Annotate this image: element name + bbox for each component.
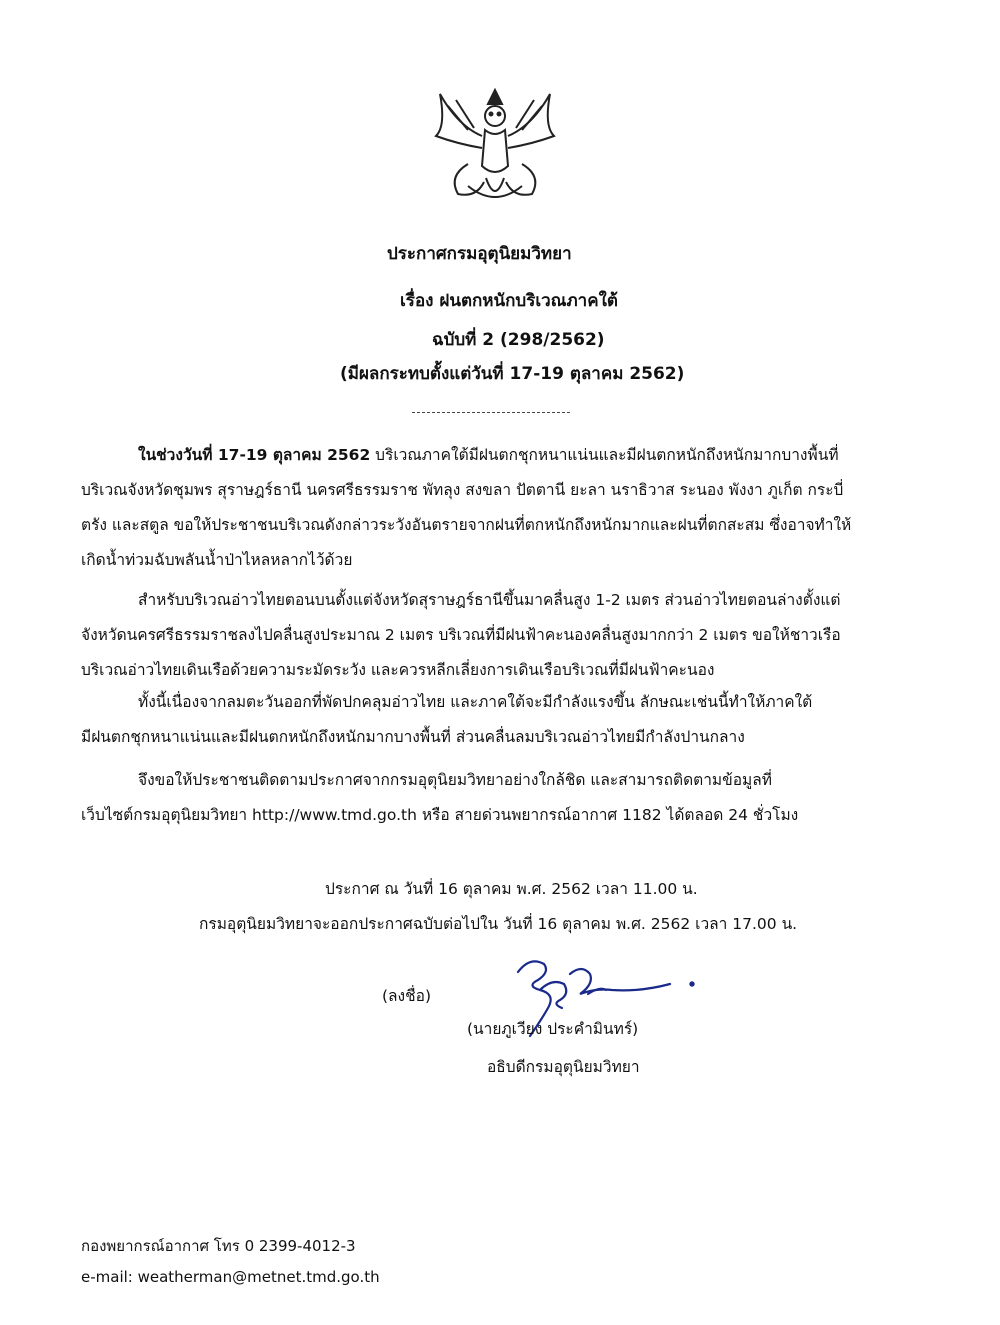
paragraph-line: บริเวณอ่าวไทยเดินเรือด้วยความระมัดระวัง และควรหลีกเลี่ยงการเดินเรือบริเวณที่มีฝนฟ้าคะนอง (81, 661, 715, 679)
next-announcement: กรมอุตุนิยมวิทยาจะออกประกาศฉบับต่อไปใน วันที่ 16 ตุลาคม พ.ศ. 2562 เวลา 17.00 น. (199, 915, 798, 933)
paragraph-line: จังหวัดนครศรีธรรมราชลงไปคลื่นสูงประมาณ 2 เมตร บริเวณที่มีฝนฟ้าคะนองคลื่นสูงมากกว่า 2 เมตร ขอให้ชาวเรือ (81, 626, 841, 644)
paragraph-line: บริเวณจังหวัดชุมพร สุราษฎร์ธานี นครศรีธรรมราช พัทลุง สงขลา ปัตตานี ยะลา นราธิวาส ระนอง พังงา ภูเก็ต กระบี่ (81, 481, 844, 499)
signatory-name: (นายภูเวียง ประคำมินทร์) (467, 1020, 639, 1038)
paragraph-4 (81, 763, 919, 833)
paragraph-text: บริเวณภาคใต้มีฝนตกชุกหนาแน่นและมีฝนตกหนักถึงหนักมากบางพื้นที่ (370, 446, 839, 464)
header-divider (412, 412, 570, 413)
paragraph-line: ทั้งนี้เนื่องจากลมตะวันออกที่พัดปกคลุมอ่าวไทย และภาคใต้จะมีกำลังแรงขึ้น ลักษณะเช่นนี้ทำให้ภาคใต้ (138, 693, 813, 711)
paragraph-2 (81, 583, 919, 688)
signatory-position: อธิบดีกรมอุตุนิยมวิทยา (487, 1058, 640, 1076)
footer-contact: กองพยากรณ์อากาศ โทร 0 2399-4012-3 (81, 1237, 356, 1255)
issued-datetime: ประกาศ ณ วันที่ 16 ตุลาคม พ.ศ. 2562 เวลา 11.00 น. (325, 880, 698, 898)
paragraph-line: เกิดน้ำท่วมฉับพลันน้ำป่าไหลหลากไว้ด้วย (81, 551, 353, 569)
paragraph-line (81, 438, 919, 473)
page-title: ประกาศกรมอุตุนิยมวิทยา (387, 244, 572, 264)
subject-line: เรื่อง ฝนตกหนักบริเวณภาคใต้ (400, 291, 618, 311)
paragraph-line: มีฝนตกชุกหนาแน่นและมีฝนตกหนักถึงหนักมากบางพื้นที่ ส่วนคลื่นลมบริเวณอ่าวไทยมีกำลังปานกลาง (81, 728, 745, 746)
paragraph-line: ตรัง และสตูล ขอให้ประชาชนบริเวณดังกล่าวระวังอันตรายจากฝนที่ตกหนักถึงหนักมากและฝนที่ตกสะสม ซึ่งอาจทำให้ (81, 516, 852, 534)
garuda-emblem-icon (428, 86, 562, 208)
date-range-bold: ในช่วงวันที่ 17-19 ตุลาคม 2562 (138, 446, 371, 464)
paragraph-line: สำหรับบริเวณอ่าวไทยตอนบนตั้งแต่จังหวัดสุราษฎร์ธานีขึ้นมาคลื่นสูง 1-2 เมตร ส่วนอ่าวไทยตอนล่างตั้งแต่ (138, 591, 841, 609)
paragraph-1 (81, 438, 919, 578)
signed-label: (ลงชื่อ) (382, 987, 431, 1005)
paragraph-line: จึงขอให้ประชาชนติดตามประกาศจากกรมอุตุนิยมวิทยาอย่างใกล้ชิด และสามารถติดตามข้อมูลที่ (138, 771, 772, 789)
footer-email: e-mail: weatherman@metnet.tmd.go.th (81, 1268, 380, 1286)
effective-period: (มีผลกระทบตั้งแต่วันที่ 17-19 ตุลาคม 2562) (340, 364, 685, 384)
paragraph-line: เว็บไซต์กรมอุตุนิยมวิทยา http://www.tmd.go.th หรือ สายด่วนพยากรณ์อากาศ 1182 ได้ตลอด 24 ชั่วโมง (81, 806, 799, 824)
issue-number: ฉบับที่ 2 (298/2562) (432, 330, 605, 350)
paragraph-3 (81, 685, 919, 755)
